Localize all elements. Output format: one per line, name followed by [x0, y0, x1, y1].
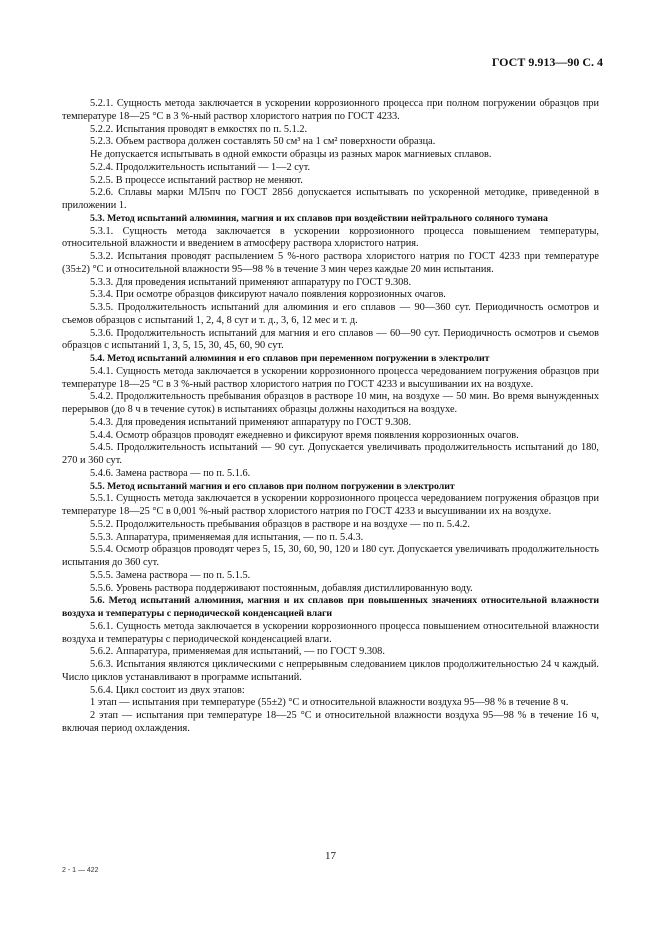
paragraph: 5.4.6. Замена раствора — по п. 5.1.6.: [90, 467, 251, 479]
paragraph: Не допускается испытывать в одной емкости образцы из разных марок магниевых сплавов.: [90, 149, 492, 160]
paragraph: 5.2.2. Испытания проводят в емкостях по п. 5.1.2.: [90, 123, 308, 135]
paragraph: 5.2.3. Объем раствора должен составлять 50 см³ на 1 см² поверхности образца.: [90, 136, 436, 148]
paragraph: 5.6.2. Аппаратура, применяемая для испытаний, — по ГОСТ 9.308.: [90, 646, 385, 658]
page-number: 17: [325, 850, 336, 862]
paragraph: 5.3.4. При осмотре образцов фиксируют начало появления коррозионных очагов.: [90, 289, 446, 301]
paragraph: 5.4.2. Продолжительность пребывания образцов в растворе 10 мин, на воздухе — 50 мин. Во время вынужденных перерывов (до 8 ч в течение суток) в испытаниях образцы должны находиться на воздухе.: [62, 391, 599, 415]
paragraph: 5.5.3. Аппаратура, применяемая для испытания, — по п. 5.4.3.: [90, 531, 364, 543]
paragraph: 5.2.1. Сущность метода заключается в ускорении коррозионного процесса при полном погружении образцов при температуре 18—25 °С в 3 %-ный раствор хлористого натрия по ГОСТ 4233.: [62, 98, 599, 122]
section-heading: 5.6. Метод испытаний алюминия, магния и их сплавов при повышенных значениях относительной влажности воздуха и температуры с периодической конденсацией влаги: [62, 595, 599, 619]
paragraph: 5.5.4. Осмотр образцов проводят через 5, 15, 30, 60, 90, 120 и 180 сут. Допускается увеличивать продолжительность испытания до 360 сут.: [62, 544, 599, 568]
paragraph: 5.2.4. Продолжительность испытаний — 1—2 сут.: [90, 161, 311, 173]
paragraph: 5.3.3. Для проведения испытаний применяют аппаратуру по ГОСТ 9.308.: [90, 276, 412, 288]
paragraph: 5.3.6. Продолжительность испытаний для магния и его сплавов — 60—90 сут. Периодичность осмотров и съемов образцов с испытаний 1, 3, 5, 15, 30, 45, 60, 90 сут.: [62, 327, 599, 352]
paragraph: 1 этап — испытания при температуре (55±2) °С и относительной влажности воздуха 95—98 % в течение 8 ч.: [90, 697, 569, 709]
paragraph: 2 этап — испытания при температуре 18—25 °С и относительной влажности воздуха 95—98 % в течение 16 ч, включая период охлаждения.: [62, 710, 599, 734]
paragraph: 5.6.4. Цикл состоит из двух этапов:: [90, 684, 245, 696]
paragraph: 5.5.5. Замена раствора — по п. 5.1.5.: [90, 569, 251, 581]
section-heading: 5.5. Метод испытаний магния и его сплавов при полном погружении в электролит: [90, 480, 455, 492]
paragraph: 5.6.3. Испытания являются циклическими с непрерывным следованием циклов продолжительностью 24 ч каждый. Число циклов устанавливают в программе испытаний.: [62, 659, 599, 683]
paragraph: 5.3.5. Продолжительность испытаний для алюминия и его сплавов — 90—360 сут. Периодичность осмотров и съемов образцов с испытаний 1, 2, 4, 8 сут и т. д., 3, 6, 12 мес и т. д.: [62, 302, 599, 326]
paragraph: 5.4.1. Сущность метода заключается в ускорении коррозионного процесса чередованием погружения образцов при температуре 18—25 °С в 3 %-ный раствор хлористого натрия по ГОСТ 4233 и высушивании их на воздухе.: [62, 365, 599, 390]
paragraph: 5.5.2. Продолжительность пребывания образцов в растворе и на воздухе — по п. 5.4.2.: [90, 518, 471, 530]
paragraph: 5.2.6. Сплавы марки МЛ5пч по ГОСТ 2856 допускается испытывать по ускоренной методике, приведенной в приложении 1.: [62, 187, 599, 211]
paragraph: 5.4.4. Осмотр образцов проводят ежедневно и фиксируют время появления коррозионных очагов.: [90, 429, 519, 441]
page-header: ГОСТ 9.913—90 С. 4: [491, 55, 603, 69]
paragraph: 5.5.1. Сущность метода заключается в ускорении коррозионного процесса чередованием погружения образцов при температуре 18—25 °С в 0,001 %-ный раствор хлористого натрия по ГОСТ 4233 и высушивании их на воздухе.: [62, 493, 599, 517]
section-heading: 5.4. Метод испытаний алюминия и его сплавов при переменном погружении в электролит: [90, 353, 490, 364]
section-heading: 5.3. Метод испытаний алюминия, магния и их сплавов при воздействии нейтрального соляного тумана: [90, 212, 548, 224]
paragraph: 5.2.5. В процессе испытаний раствор не меняют.: [90, 174, 303, 186]
document-body: [62, 98, 599, 736]
paragraph: 5.6.1. Сущность метода заключается в ускорении коррозионного процесса повышением относительной влажности воздуха и температуры с периодической конденсацией влаги.: [62, 620, 599, 645]
paragraph: 5.3.1. Сущность метода заключается в ускорении коррозионного процесса повышением температуры, относительной влажности и введением в атмосферу раствора хлористого натрия.: [62, 225, 599, 250]
paragraph: 5.4.5. Продолжительность испытаний — 90 сут. Допускается увеличивать продолжительность испытаний до 180, 270 и 360 сут.: [62, 442, 599, 466]
paragraph: 5.5.6. Уровень раствора поддерживают постоянным, добавляя дистиллированную воду.: [90, 582, 473, 594]
paragraph: 5.3.2. Испытания проводят распылением 5 %-ного раствора хлористого натрия по ГОСТ 4233 при температуре (35±2) °С и относительной влажности 95—98 % в течение 3 мин через каждые 20 мин испытания.: [62, 251, 599, 275]
printer-code: 2 - 1 — 422: [62, 867, 99, 874]
paragraph: 5.4.3. Для проведения испытаний применяют аппаратуру по ГОСТ 9.308.: [90, 416, 412, 428]
